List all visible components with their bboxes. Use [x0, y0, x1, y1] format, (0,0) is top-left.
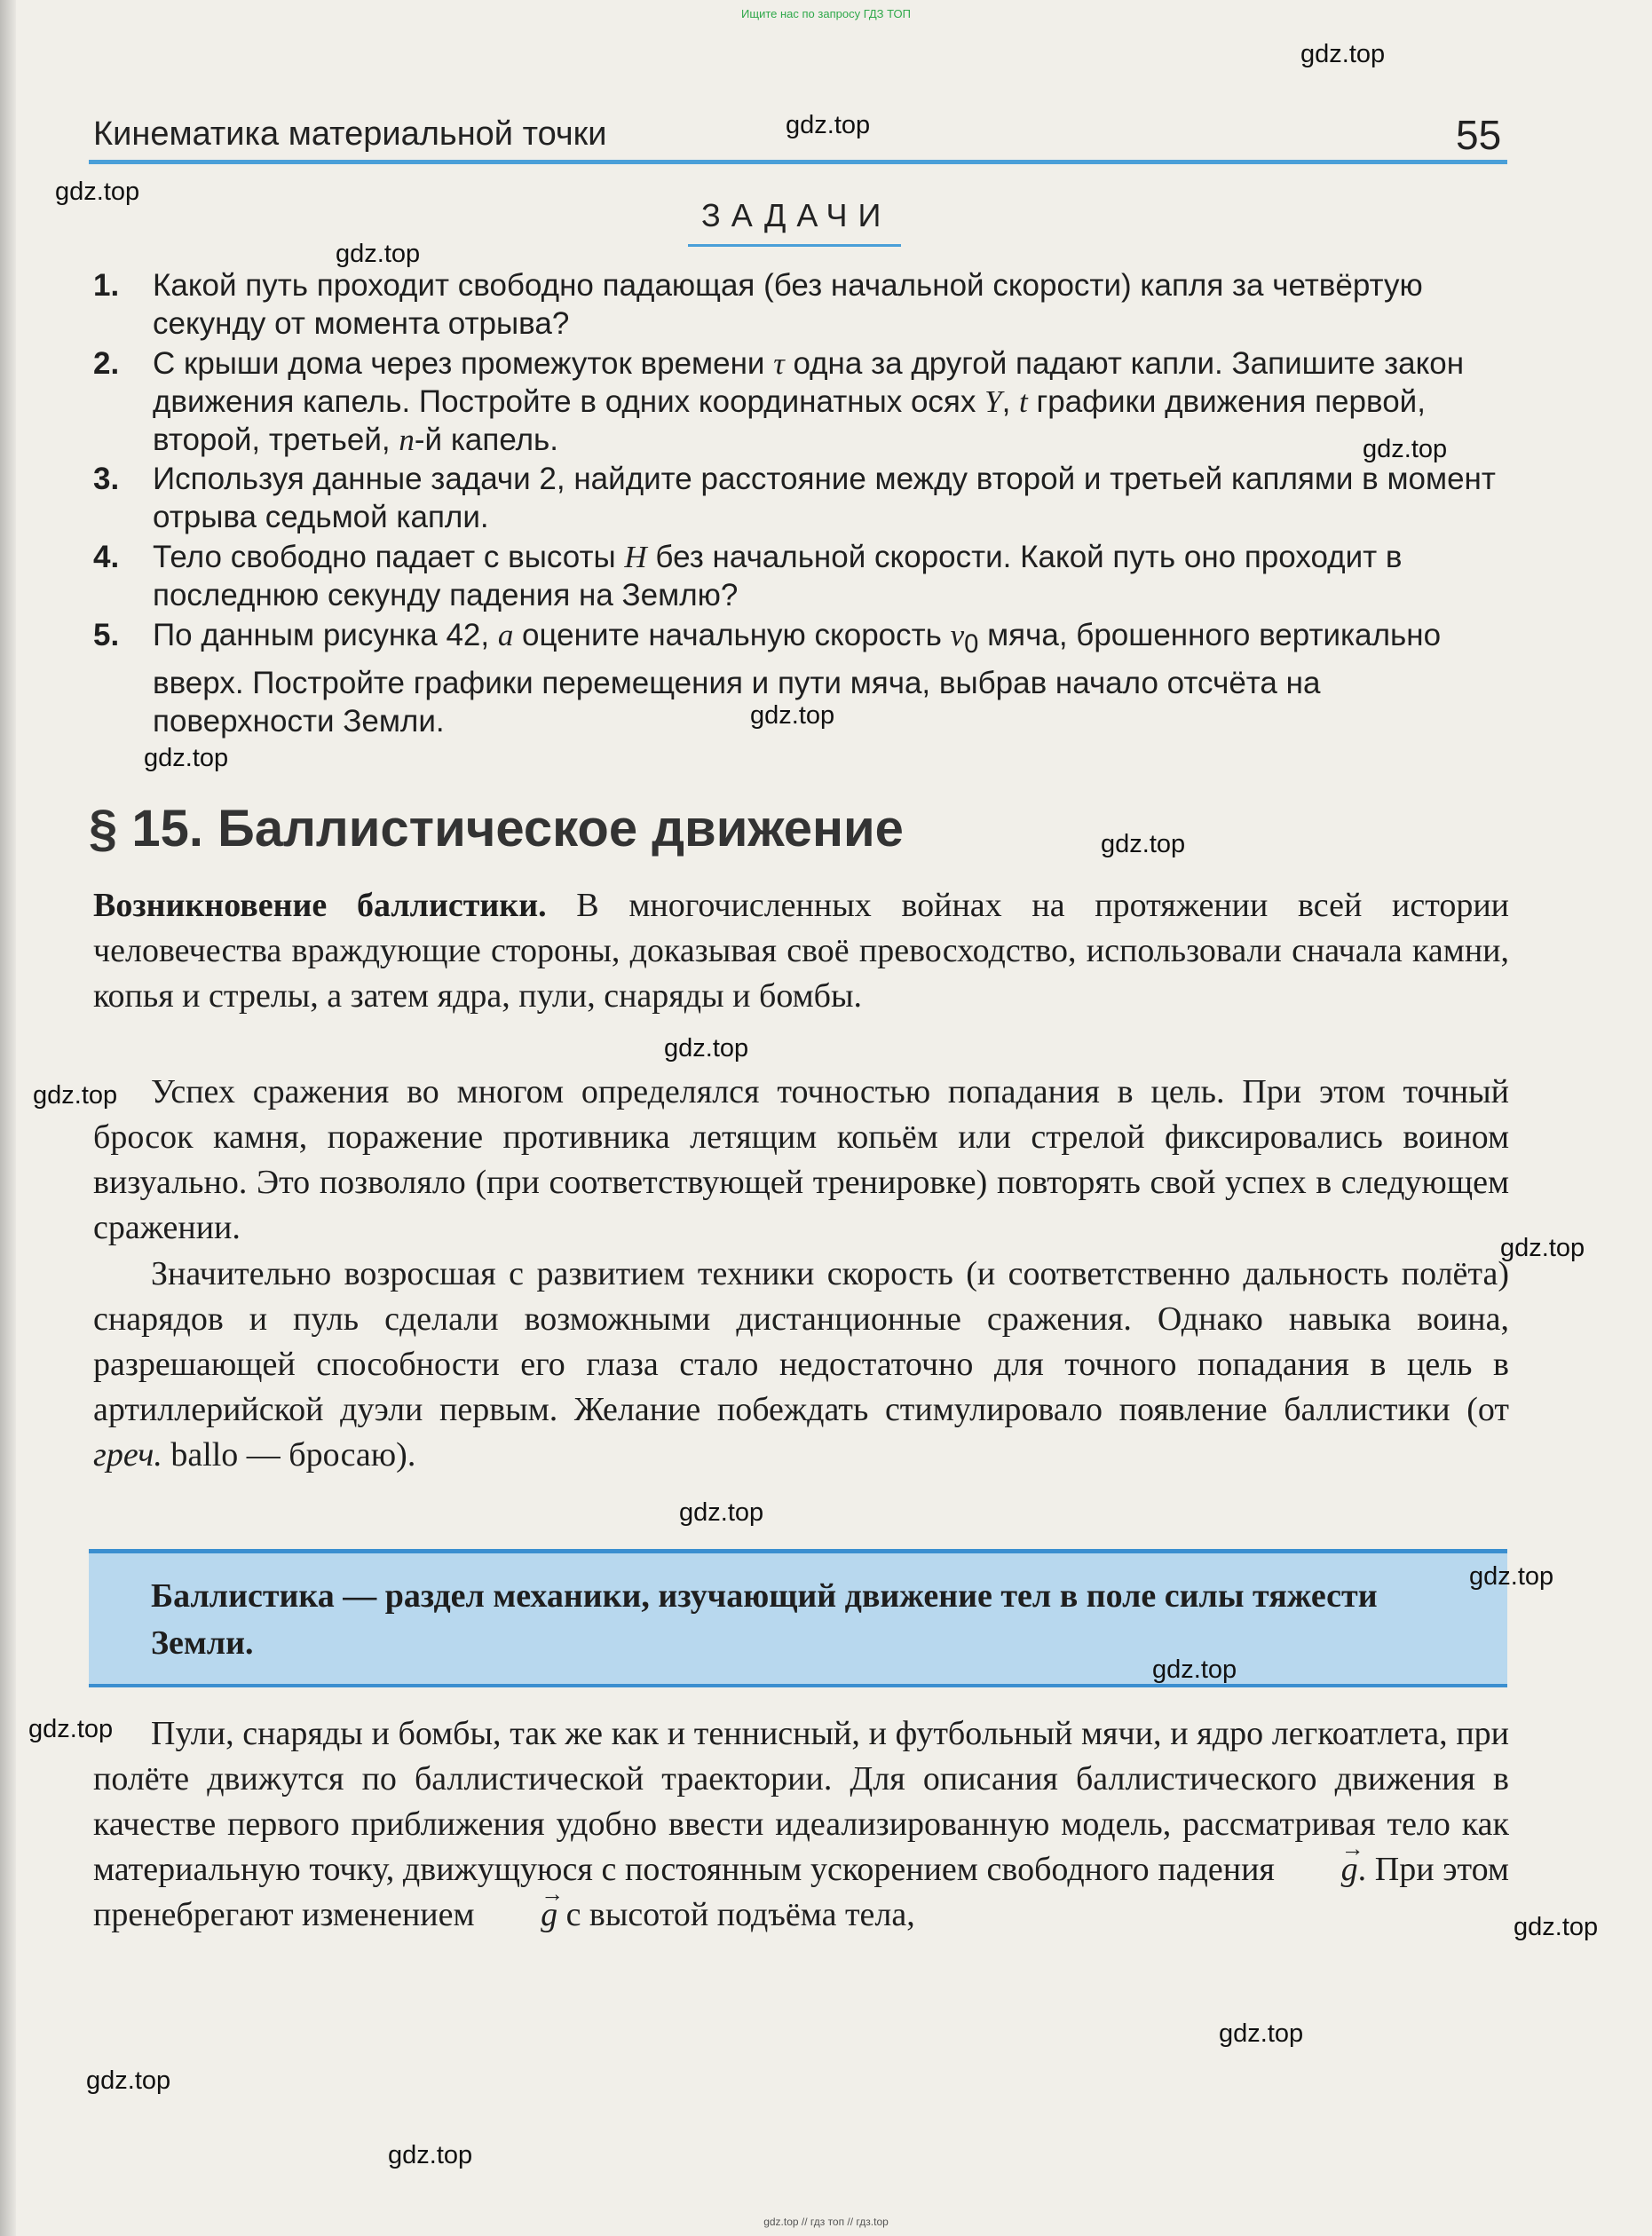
task-number: 3.: [93, 462, 120, 496]
bottom-note: gdz.top // гдз топ // гдз.top: [763, 2216, 889, 2228]
page-number: 55: [1456, 112, 1502, 158]
watermark: gdz.top: [1514, 1913, 1599, 1941]
watermark: gdz.top: [1101, 830, 1186, 858]
watermark: gdz.top: [786, 111, 871, 139]
tasks-title: ЗАДАЧИ: [701, 197, 892, 233]
task-text: Какой путь проходит свободно падающая (без начальной скорости) капля за четвёртую секунду от момента отрыва?: [153, 268, 1423, 341]
watermark: gdz.top: [388, 2141, 473, 2169]
tasks-title-underline: [688, 244, 901, 247]
definition-rule-top: [89, 1549, 1507, 1553]
watermark: gdz.top: [1219, 2019, 1304, 2048]
watermark: gdz.top: [1363, 435, 1448, 463]
watermark: gdz.top: [86, 2066, 171, 2095]
watermark: gdz.top: [1469, 1562, 1554, 1591]
watermark: gdz.top: [679, 1498, 764, 1527]
task-text: По данным рисунка 42, a оцените начальную скорость $v_0$ мяча, брошенного вертикально вверх. Постройте графики перемещения и пути мяча, выбрав начало отсчёта на поверхности Земли.: [153, 618, 1442, 739]
task-number: 4.: [93, 540, 120, 574]
watermark: gdz.top: [144, 744, 229, 772]
section-title: Баллистическое движение: [217, 800, 904, 857]
watermark: gdz.top: [1152, 1655, 1237, 1684]
paragraph-2: Успех сражения во многом определялся точностью попадания в цель. При этом точный бросок камня, поражение противника летящим копьём или стрелой фиксировались воином визуально. Это позволяло (при соответствующей тренировке) повторять свой успех в следующем сражении.: [93, 1073, 1509, 1246]
task-number: 1.: [93, 268, 120, 303]
task-3: [93, 460, 1509, 536]
watermark: gdz.top: [1300, 40, 1386, 68]
task-number: 2.: [93, 346, 120, 381]
watermark: gdz.top: [33, 1081, 118, 1110]
task-1: [93, 266, 1509, 343]
watermark: gdz.top: [55, 178, 140, 206]
definition-rule-bottom: [89, 1684, 1507, 1687]
watermark: gdz.top: [28, 1715, 114, 1743]
running-head: Кинематика материальной точки: [93, 115, 607, 153]
paragraph-4: Пули, снаряды и бомбы, так же как и теннисный, и футбольный мячи, и ядро легкоатлета, при полёте движутся по баллистической траектории. Для описания баллистического движения в качестве первого приближения удобно ввести идеализированную модель, рассматривая тело как материальную точку, движущуюся с постоянным ускорением свободного падения → g. При этом пренебрегают изменением → g с высотой подъёма тела,: [93, 1711, 1509, 1938]
watermark: gdz.top: [1500, 1234, 1585, 1262]
definition-text: Баллистика — раздел механики, изучающий движение тел в поле силы тяжести Земли.: [151, 1577, 1378, 1662]
paragraph-3: Значительно возросшая с развитием техники скорость (и соответственно дальность полёта) снарядов и пуль сделали возможными дистанционные сражения. Однако навыка воина, разрешающей способности его глаза стало недостаточно для точного попадания в цель в артиллерийской дуэли первым. Желание побеждать стимулировало появление баллистики (от греч. ballo — бросаю).: [93, 1255, 1509, 1474]
paragraph-lead: Возникновение баллистики.: [93, 887, 547, 924]
task-text: Тело свободно падает с высоты H без начальной скорости. Какой путь оно проходит в последнюю секунду падения на Землю?: [153, 540, 1403, 612]
section-number: § 15.: [89, 800, 203, 857]
watermark: gdz.top: [664, 1034, 749, 1063]
task-text: Используя данные задачи 2, найдите расстояние между второй и третьей каплями в момент отрыва седьмой капли.: [153, 462, 1496, 534]
section-heading: [89, 799, 904, 858]
watermark: gdz.top: [336, 240, 421, 268]
vector-g: → g: [483, 1892, 557, 1938]
task-2: [93, 344, 1509, 459]
watermark: gdz.top: [750, 701, 835, 730]
header-rule: [89, 160, 1507, 164]
vector-g: → g: [1284, 1847, 1358, 1892]
task-4: [93, 538, 1509, 614]
task-number: 5.: [93, 618, 120, 652]
page-edge-shadow: [0, 0, 16, 2236]
top-note: Ищите нас по запросу ГДЗ ТОП: [741, 7, 911, 20]
paragraph-1: Возникновение баллистики. В многочисленных войнах на протяжении всей истории человечества враждующие стороны, доказывая своё превосходство, использовали сначала камни, копья и стрелы, а затем ядра, пули, снаряды и бомбы.: [93, 887, 1510, 1015]
task-text: С крыши дома через промежуток времени τ одна за другой падают капли. Запишите закон движения капель. Постройте в одних координатных осях Y, t графики движения первой, второй, третьей, n-й капель.: [153, 346, 1465, 457]
